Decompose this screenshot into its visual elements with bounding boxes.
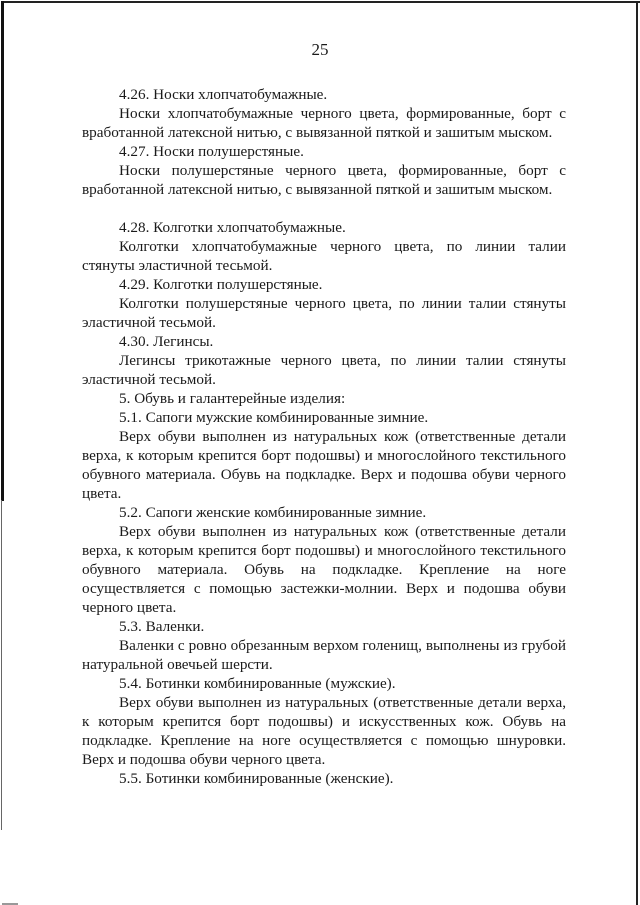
section-heading-4-28: 4.28. Колготки хлопчатобумажные. bbox=[119, 219, 346, 236]
scan-border-left bbox=[1, 1, 4, 501]
document-body bbox=[82, 85, 566, 788]
section-heading-4-29: 4.29. Колготки полушерстяные. bbox=[119, 276, 323, 293]
scan-border-right bbox=[636, 2, 638, 905]
section-body-5-1: Верх обуви выполнен из натуральных кож (ответственные детали верха, к которым крепится борт подошвы) и многослойного текстильного обувного материала. Обувь на подкладке. Верх и подошва обуви черного цвета. bbox=[82, 428, 566, 502]
section-heading-5-4: 5.4. Ботинки комбинированные (мужские). bbox=[119, 675, 396, 692]
section-body-5-4: Верх обуви выполнен из натуральных (ответственные детали верха, к которым крепится борт подошвы) и искусственных кож. Обувь на подкладке. Крепление на ноге осуществляется с помощью шнуровки. Верх и подошва обуви черного цвета. bbox=[82, 694, 566, 768]
section-heading-5: 5. Обувь и галантерейные изделия: bbox=[119, 390, 346, 407]
section-heading-5-5: 5.5. Ботинки комбинированные (женские). bbox=[119, 770, 394, 787]
section-heading-5-3: 5.3. Валенки. bbox=[119, 618, 205, 635]
section-body-4-28: Колготки хлопчатобумажные черного цвета, по линии талии стянуты эластичной тесьмой. bbox=[82, 238, 566, 274]
section-body-4-30: Легинсы трикотажные черного цвета, по линии талии стянуты эластичной тесьмой. bbox=[82, 352, 566, 388]
section-body-5-3: Валенки с ровно обрезанным верхом голенищ, выполнены из грубой натуральной овечьей шерсти. bbox=[82, 637, 566, 673]
section-body-4-29: Колготки полушерстяные черного цвета, по линии талии стянуты эластичной тесьмой. bbox=[82, 295, 566, 331]
section-body-5-2: Верх обуви выполнен из натуральных кож (ответственные детали верха, к которым крепится борт подошвы) и многослойного текстильного обувного материала. Обувь на подкладке. Крепление на ноге осуществляется с помощью застежки-молнии. Верх и подошва обуви черного цвета. bbox=[82, 523, 566, 616]
section-body-4-27: Носки полушерстяные черного цвета, формированные, борт с вработанной латексной нитью, с вывязанной пяткой и зашитым мыском. bbox=[82, 162, 566, 198]
scan-border-top bbox=[3, 1, 640, 3]
section-heading-4-27: 4.27. Носки полушерстяные. bbox=[119, 143, 304, 160]
section-heading-5-2: 5.2. Сапоги женские комбинированные зимние. bbox=[119, 504, 427, 521]
section-body-4-26: Носки хлопчатобумажные черного цвета, формированные, борт с вработанной латексной нитью, с вывязанной пяткой и зашитым мыском. bbox=[82, 105, 566, 141]
section-heading-4-26: 4.26. Носки хлопчатобумажные. bbox=[119, 86, 328, 103]
scan-border-left-lower bbox=[1, 500, 2, 830]
page-number: 25 bbox=[311, 40, 329, 59]
section-heading-4-30: 4.30. Легинсы. bbox=[119, 333, 214, 350]
section-heading-5-1: 5.1. Сапоги мужские комбинированные зимние. bbox=[119, 409, 429, 426]
